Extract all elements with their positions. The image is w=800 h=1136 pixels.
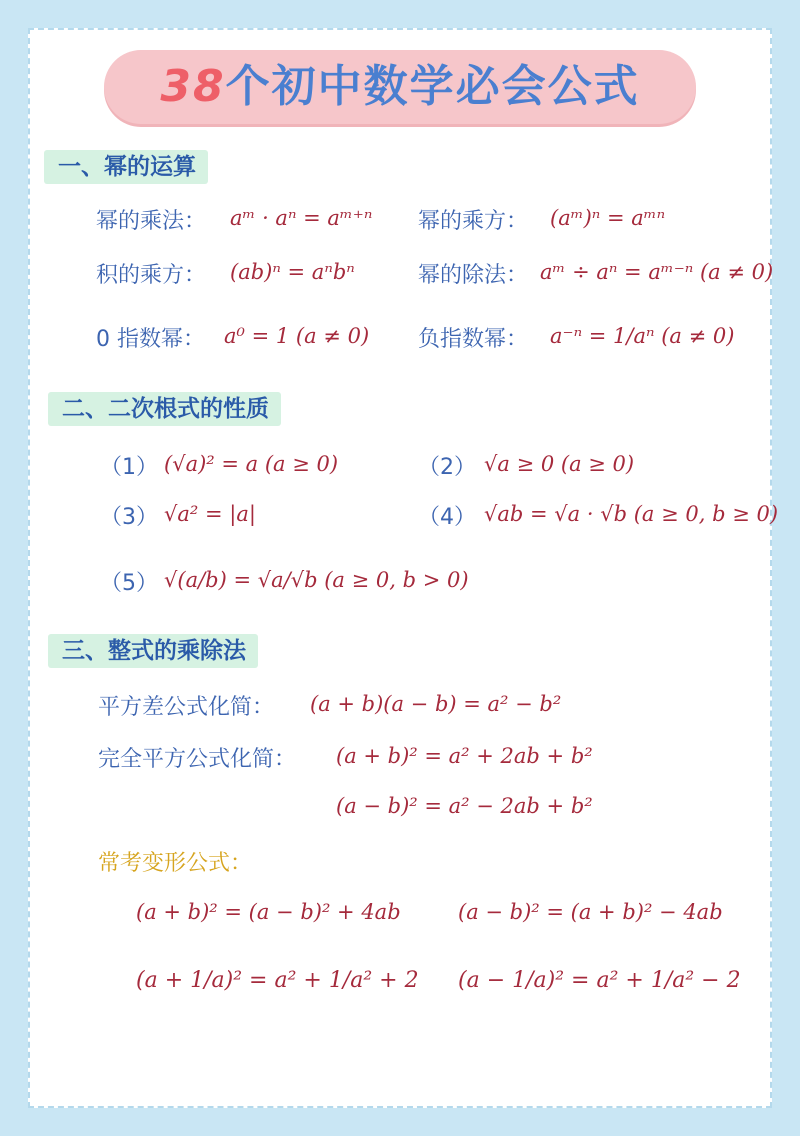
formula-transform-4: (a − 1/a)² = a² + 1/a² − 2 (458, 968, 741, 993)
title-text: 个初中数学必会公式 (225, 61, 640, 112)
formula-transform-2: (a − b)² = (a + b)² − 4ab (458, 900, 723, 924)
formula-power-of-power: (aᵐ)ⁿ = aᵐⁿ (550, 206, 666, 230)
label-power-of-power: 幂的乘方： (418, 209, 529, 234)
item-2-formula: √a ≥ 0 (a ≥ 0) (484, 452, 635, 476)
item-1-number: （1） (100, 455, 158, 480)
label-power-divide: 幂的除法： (418, 263, 529, 288)
formula-perfect-square-plus: (a + b)² = a² + 2ab + b² (336, 744, 593, 768)
formula-perfect-square-minus: (a − b)² = a² − 2ab + b² (336, 794, 593, 818)
formula-transform-3: (a + 1/a)² = a² + 1/a² + 2 (136, 968, 419, 993)
item-5-number: （5） (100, 571, 158, 596)
formula-power-divide: aᵐ ÷ aⁿ = aᵐ⁻ⁿ (a ≠ 0) (540, 260, 774, 284)
item-2-number: （2） (418, 455, 476, 480)
item-5-formula: √(a/b) = √a/√b (a ≥ 0, b > 0) (164, 568, 469, 592)
label-difference-of-squares: 平方差公式化简： (98, 695, 275, 720)
page-title (104, 50, 696, 124)
item-4-formula: √ab = √a · √b (a ≥ 0, b ≥ 0) (484, 502, 779, 526)
label-product-power: 积的乘方： (96, 263, 207, 288)
label-zero-exponent: 0 指数幂： (96, 327, 205, 352)
label-perfect-square: 完全平方公式化简： (98, 747, 297, 772)
formula-difference-of-squares: (a + b)(a − b) = a² − b² (310, 692, 562, 716)
item-3-number: （3） (100, 505, 158, 530)
title-number: 38 (160, 61, 226, 112)
formula-power-multiply: aᵐ · aⁿ = aᵐ⁺ⁿ (230, 206, 373, 230)
label-power-multiply: 幂的乘法： (96, 209, 207, 234)
item-1-formula: (√a)² = a (a ≥ 0) (164, 452, 339, 476)
section-2-title: 二、二次根式的性质 (48, 392, 281, 426)
section-3-title: 三、整式的乘除法 (48, 634, 258, 668)
item-4-number: （4） (418, 505, 476, 530)
formula-negative-exponent: a⁻ⁿ = 1/aⁿ (a ≠ 0) (550, 324, 735, 348)
label-negative-exponent: 负指数幂： (418, 327, 529, 352)
item-3-formula: √a² = |a| (164, 502, 256, 526)
label-common-transforms: 常考变形公式： (98, 851, 253, 876)
section-1-title: 一、幂的运算 (44, 150, 208, 184)
formula-transform-1: (a + b)² = (a − b)² + 4ab (136, 900, 401, 924)
formula-zero-exponent: a⁰ = 1 (a ≠ 0) (224, 324, 370, 348)
formula-product-power: (ab)ⁿ = aⁿbⁿ (230, 260, 355, 284)
